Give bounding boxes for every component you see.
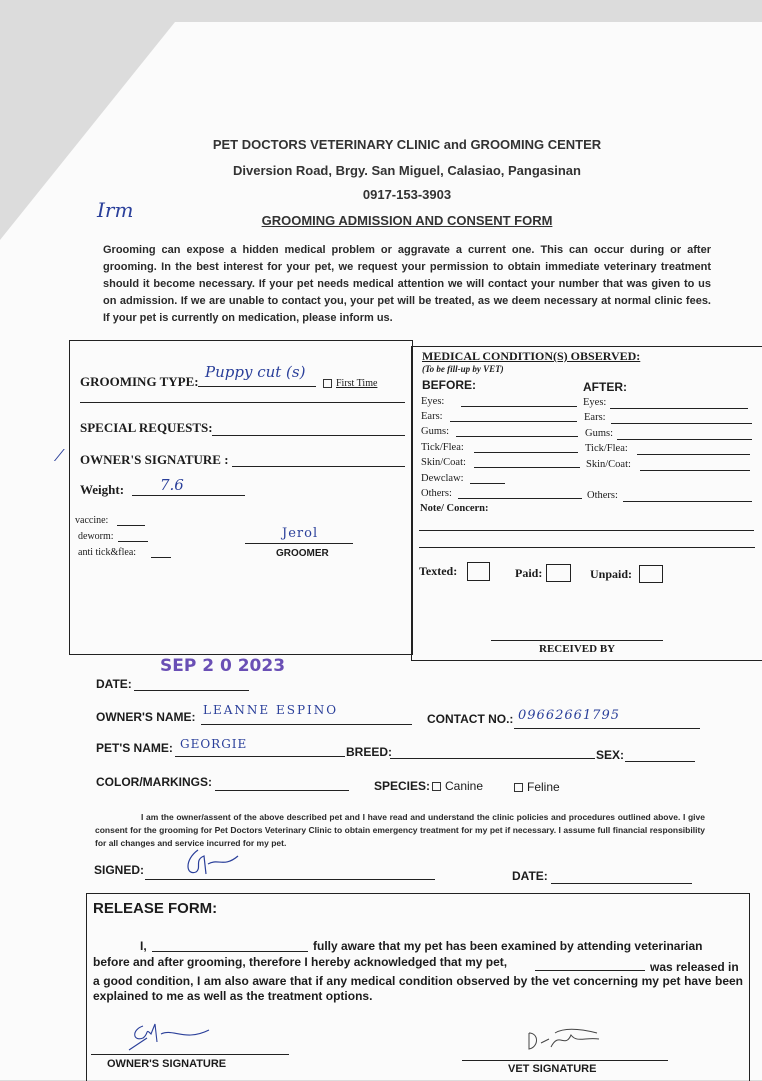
unpaid-label: Unpaid: <box>590 567 633 581</box>
before-dewclaw: Dewclaw: <box>421 473 464 484</box>
unpaid-checkbox[interactable] <box>639 565 663 583</box>
clinic-name: PET DOCTORS VETERINARY CLINIC and GROOMING CENTER <box>212 137 602 152</box>
before-gums-field[interactable] <box>456 436 578 437</box>
before-tick-field[interactable] <box>474 452 578 453</box>
clinic-phone: 0917-153-3903 <box>362 187 452 202</box>
contact-label: CONTACT NO.: <box>427 712 514 726</box>
owners-name-value: LEANNE ESPINO <box>203 703 339 717</box>
release-owner-signature <box>125 1020 215 1054</box>
feline-option[interactable] <box>514 780 560 794</box>
before-tick: Tick/Flea: <box>421 442 464 453</box>
pets-name-value: GEORGIE <box>180 737 248 751</box>
before-skin: Skin/Coat: <box>421 457 466 468</box>
before-ears-field[interactable] <box>450 421 577 422</box>
color-label: COLOR/MARKINGS: <box>96 775 212 789</box>
feline-checkbox[interactable] <box>514 783 523 792</box>
after-ears: Ears: <box>584 412 606 423</box>
sex-label: SEX: <box>596 748 625 762</box>
signed-label: SIGNED: <box>94 863 145 877</box>
grooming-type-value: Puppy cut (s) <box>205 363 306 381</box>
owner-signature-label: OWNER'S SIGNATURE : <box>80 452 229 467</box>
before-ears: Ears: <box>421 411 443 422</box>
canine-option[interactable] <box>432 779 483 793</box>
grooming-type-label: GROOMING TYPE: <box>80 374 199 389</box>
date-field[interactable] <box>134 690 249 691</box>
vaccine-label: vaccine: <box>75 515 109 526</box>
breed-label: BREED: <box>346 745 393 759</box>
texted-label: Texted: <box>419 564 458 578</box>
before-eyes: Eyes: <box>421 396 445 407</box>
clinic-address: Diversion Road, Brgy. San Miguel, Calasiao, Pangasinan <box>233 163 581 178</box>
vet-signature <box>525 1025 605 1055</box>
feline-label: Feline <box>527 780 560 794</box>
release-owner-sig-line[interactable] <box>91 1054 289 1055</box>
antitick-label: anti tick&flea: <box>78 547 137 558</box>
weight-value: 7.6 <box>160 476 184 494</box>
medical-subtitle: (To be fill-up by VET) <box>422 364 504 374</box>
after-others: Others: <box>587 490 618 501</box>
breed-field[interactable] <box>390 758 595 759</box>
canine-checkbox[interactable] <box>432 782 441 791</box>
paid-label: Paid: <box>515 566 543 580</box>
pets-name-field[interactable] <box>175 756 345 757</box>
after-skin: Skin/Coat: <box>586 459 631 470</box>
note-label: Note/ Concern: <box>420 503 489 514</box>
after-tick-field[interactable] <box>637 454 750 455</box>
after-others-field[interactable] <box>623 501 752 502</box>
groomer-signature: Jerol <box>282 526 319 541</box>
before-label: BEFORE: <box>422 378 476 392</box>
weight-label: Weight: <box>80 482 125 497</box>
after-skin-field[interactable] <box>640 470 750 471</box>
before-eyes-field[interactable] <box>461 406 577 407</box>
before-others-field[interactable] <box>458 498 582 499</box>
consent-paragraph: I am the owner/assent of the above described pet and I have read and understand the clinic policies and procedures outlined above. I give consent for the grooming for Pet Doctors Veterinary Clinic to obtain emergency treatment for my pet if necessary. I assume full financial responsibility for all changes and service incurred for my pet. <box>95 812 705 848</box>
release-text-1: fully aware that my pet has been examined by attending veterinarian <box>313 939 703 953</box>
canine-label: Canine <box>445 779 484 793</box>
after-label: AFTER: <box>583 380 627 394</box>
vet-sig-line[interactable] <box>462 1060 668 1061</box>
before-others: Others: <box>421 488 452 499</box>
deworm-label: deworm: <box>78 531 114 542</box>
date-stamp: SEP 2 0 2023 <box>160 656 286 676</box>
special-requests-label: SPECIAL REQUESTS: <box>80 420 213 435</box>
after-eyes: Eyes: <box>583 397 607 408</box>
received-by-label: RECEIVED BY <box>539 643 616 655</box>
before-dewclaw-field[interactable] <box>470 483 505 484</box>
after-ears-field[interactable] <box>611 423 752 424</box>
after-gums: Gums: <box>585 428 614 439</box>
owners-name-field[interactable] <box>201 724 412 725</box>
note-line-1[interactable] <box>419 530 754 531</box>
texted-checkbox[interactable] <box>467 562 490 581</box>
after-eyes-field[interactable] <box>610 408 748 409</box>
release-text-2: before and after grooming, therefore I hereby acknowledged that my pet, <box>93 955 508 969</box>
first-time-box[interactable] <box>323 379 332 388</box>
release-text-3: was released in <box>650 960 739 974</box>
signed-date-label: DATE: <box>512 869 548 883</box>
groomer-label: GROOMER <box>276 548 329 559</box>
signed-date-field[interactable] <box>551 883 692 884</box>
owners-name-label: OWNER'S NAME: <box>96 710 196 724</box>
pets-name-label: PET'S NAME: <box>96 741 173 755</box>
release-text-4: a good condition, I am also aware that if any medical condition observed by the vet concerning my pet have been explained to me as well as the treatment options. <box>93 974 743 1003</box>
species-label: SPECIES: <box>374 779 431 793</box>
contact-value: 09662661795 <box>518 708 620 723</box>
form-title: GROOMING ADMISSION AND CONSENT FORM <box>261 213 553 228</box>
before-gums: Gums: <box>421 426 450 437</box>
release-title: RELEASE FORM: <box>93 900 218 917</box>
paid-checkbox[interactable] <box>546 564 571 582</box>
after-tick: Tick/Flea: <box>585 443 628 454</box>
deworm-field[interactable] <box>118 541 148 542</box>
first-time-label: First Time <box>336 378 378 389</box>
before-skin-field[interactable] <box>474 467 580 468</box>
color-field[interactable] <box>215 790 349 791</box>
contact-field[interactable] <box>514 728 700 729</box>
check-mark: ⁄ <box>58 446 61 465</box>
owner-signature-mark <box>180 846 250 882</box>
after-gums-field[interactable] <box>617 439 752 440</box>
first-time-checkbox[interactable] <box>323 378 377 389</box>
release-pet-field[interactable] <box>535 970 645 971</box>
owner-signature-field[interactable] <box>232 466 405 467</box>
margin-note: Irm <box>97 198 134 222</box>
intro-paragraph: Grooming can expose a hidden medical problem or aggravate a current one. This can occur during or after grooming. In the best interest for your pet, we request your permission to obtain immediate veterinary treatment should it become necessary. If your pet needs medical attention we will contact your number that was given to us on admission. If we are unable to contact you, your pet will be treated, as we deem necessary at normal clinic fees. If your pet is currently on medication, please inform us. <box>103 244 711 324</box>
note-line-2[interactable] <box>419 547 755 548</box>
date-label: DATE: <box>96 677 132 691</box>
release-owner-sig-label: OWNER'S SIGNATURE <box>107 1058 227 1070</box>
sex-field[interactable] <box>625 761 695 762</box>
release-i-label: I, <box>140 939 147 953</box>
medical-title: MEDICAL CONDITION(S) OBSERVED: <box>422 349 641 363</box>
vet-sig-label: VET SIGNATURE <box>508 1063 597 1075</box>
special-requests-field[interactable] <box>212 435 405 436</box>
vaccine-field[interactable] <box>117 525 145 526</box>
antitick-field[interactable] <box>151 557 171 558</box>
release-name-field[interactable] <box>152 951 308 952</box>
received-by-line[interactable] <box>491 640 663 641</box>
